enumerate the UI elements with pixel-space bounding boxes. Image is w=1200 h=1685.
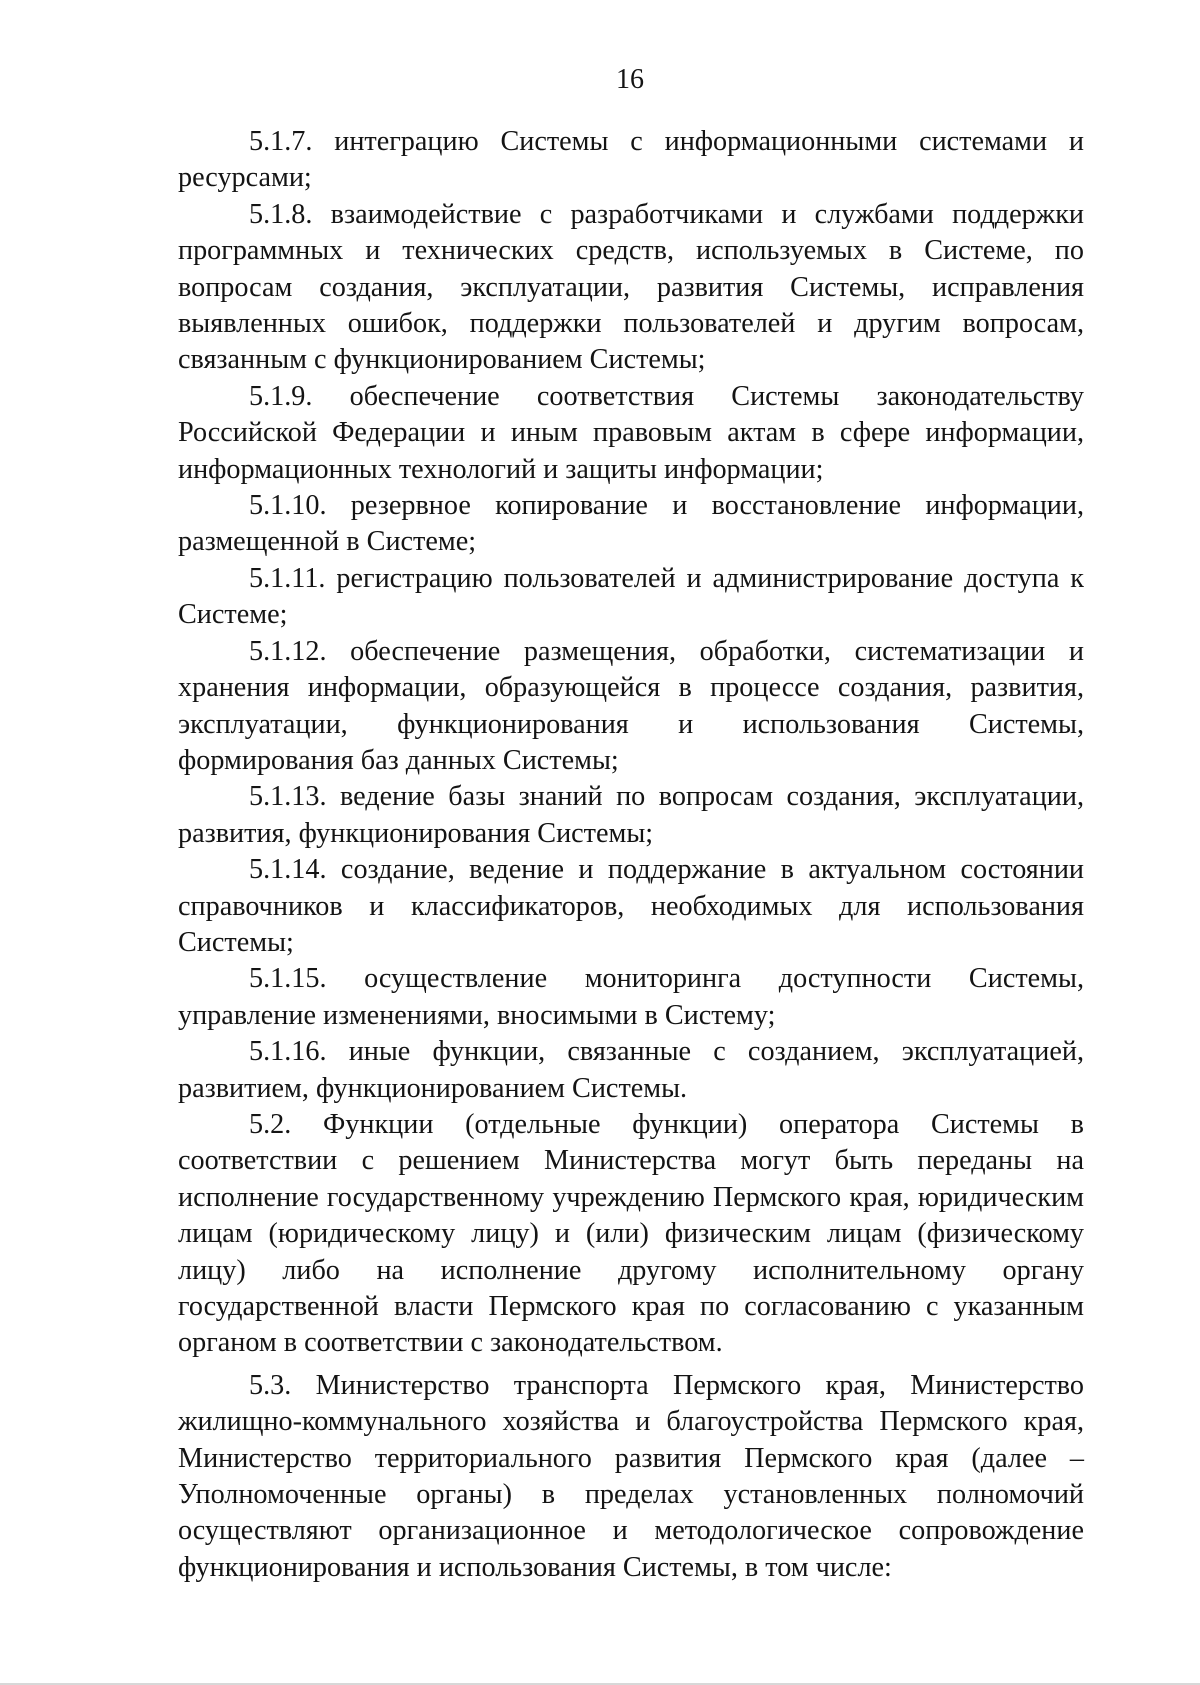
page-number: 16 (616, 64, 644, 95)
paragraph-5-1-8: 5.1.8. взаимодействие с разработчиками и службами поддержки программных и технических средств, используемых в Системе, по вопросам создания, эксплуатации, развития Системы, исправления выявленных ошибок, поддержки пользователей и другим вопросам, связанным с функционированием Системы; (178, 198, 1084, 376)
paragraph-5-1-9: 5.1.9. обеспечение соответствия Системы законодательству Российской Федерации и иным правовым актам в сфере информации, информационных технологий и защиты информации; (178, 380, 1084, 485)
paragraph-5-1-14: 5.1.14. создание, ведение и поддержание в актуальном состоянии справочников и классификаторов, необходимых для использования Системы; (178, 854, 1084, 958)
paragraph-5-1-13: 5.1.13. ведение базы знаний по вопросам создания, эксплуатации, развития, функционирования Системы; (178, 781, 1084, 849)
paragraph-5-3: 5.3. Министерство транспорта Пермского края, Министерство жилищно-коммунального хозяйства и благоустройства Пермского края, Министерство территориального развития Пермского края (далее – Уполномоченные органы) в пределах установленных полномочий осуществляют организационное и методологическое сопровождение функционирования и использования Системы, в том числе: (178, 1369, 1084, 1583)
paragraph-5-1-7: 5.1.7. интеграцию Системы с информационными системами и ресурсами; (178, 126, 1084, 194)
paragraph-5-1-15: 5.1.15. осуществление мониторинга доступности Системы, управление изменениями, вносимыми в Систему; (178, 963, 1084, 1031)
document-body (178, 124, 1084, 1586)
paragraph-5-1-10: 5.1.10. резервное копирование и восстановление информации, размещенной в Системе; (178, 490, 1084, 558)
paragraph-5-1-12: 5.1.12. обеспечение размещения, обработки, систематизации и хранения информации, образующейся в процессе создания, развития, эксплуатации, функционирования и использования Системы, формирования баз данных Системы; (178, 635, 1084, 776)
paragraph-5-1-11: 5.1.11. регистрацию пользователей и администрирование доступа к Системе; (178, 562, 1084, 631)
paragraph-5-1-16: 5.1.16. иные функции, связанные с созданием, эксплуатацией, развитием, функционированием Системы. (178, 1036, 1084, 1104)
paragraph-5-2: 5.2. Функции (отдельные функции) оператора Системы в соответствии с решением Министерства могут быть переданы на исполнение государственному учреждению Пермского края, юридическим лицам (юридическому лицу) и (или) физическим лицам (физическому лицу) либо на исполнение другому исполнительному органу государственной власти Пермского края по согласованию с указанным органом в соответствии с законодательством. (178, 1108, 1084, 1359)
